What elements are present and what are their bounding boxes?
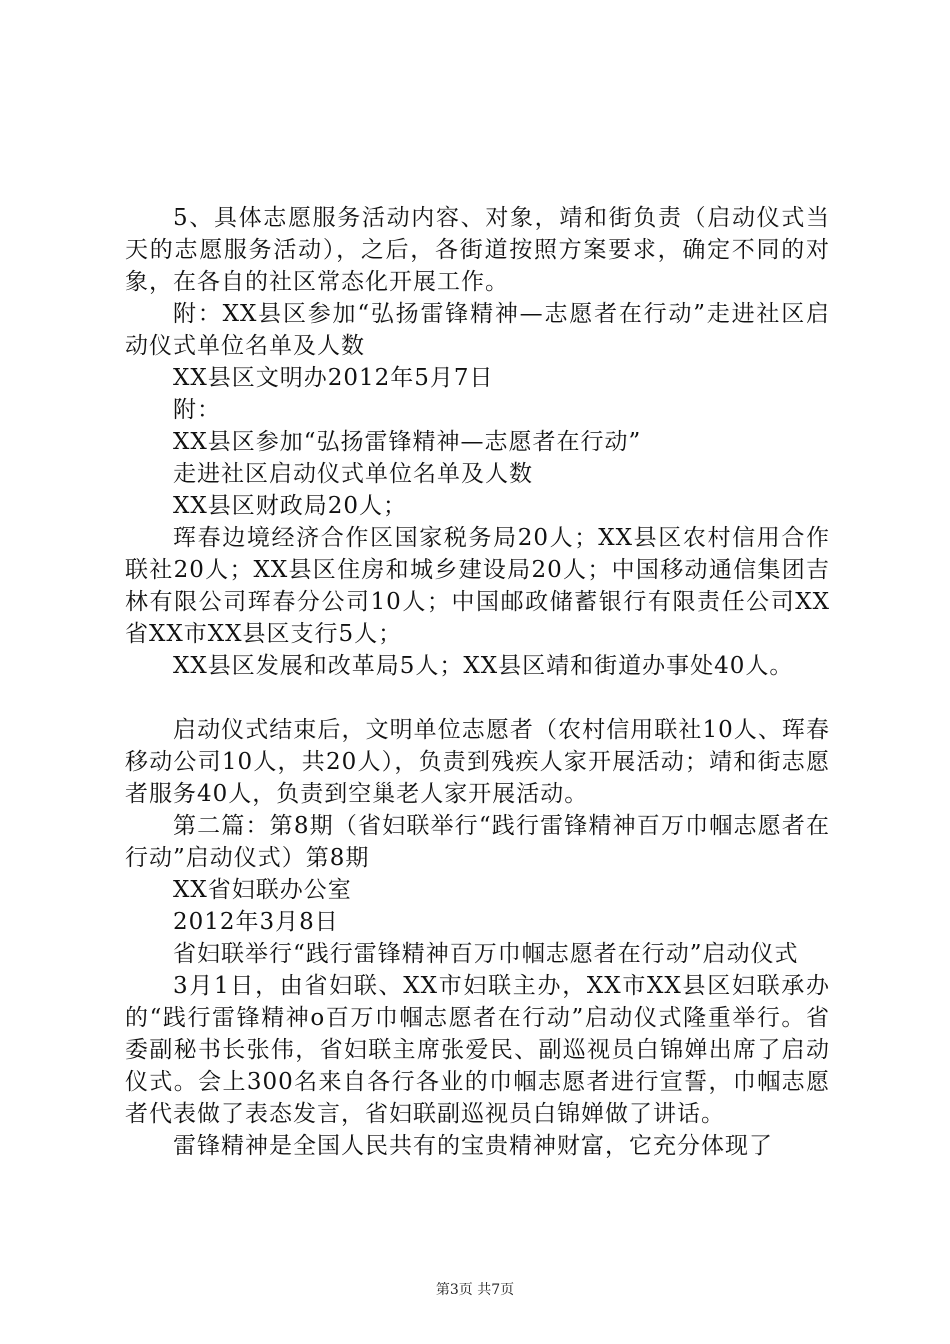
paragraph-headline: 省妇联举行“践行雷锋精神百万巾帼志愿者在行动”启动仪式 [173, 941, 799, 967]
paragraph-finance-bureau: XX县区财政局20人； [173, 493, 408, 519]
paragraph-signature-date: XX县区文明办2012年5月7日 [173, 365, 494, 391]
paragraph-after-ceremony: 启动仪式结束后，文明单位志愿者（农村信用联社10人、珲春移动公司10人，共20人），负责到残疾人家开展活动；靖和街志愿者服务40人，负责到空巢老人家开展活动。 [125, 717, 830, 807]
paragraph-list-title-2: 走进社区启动仪式单位名单及人数 [173, 461, 533, 487]
paragraph-appendix-note: 附：XX县区参加“弘扬雷锋精神—志愿者在行动”走进社区启动仪式单位名单及人数 [125, 301, 830, 359]
page-footer: 第3页 共7页 [435, 1282, 515, 1298]
paragraph-item-5: 5、具体志愿服务活动内容、对象，靖和街负责（启动仪式当天的志愿服务活动），之后，各街道按照方案要求，确定不同的对象，在各自的社区常态化开展工作。 [125, 205, 830, 295]
blank-line [125, 682, 830, 714]
paragraph-list-title-1: XX县区参加“弘扬雷锋精神—志愿者在行动” [173, 429, 642, 455]
paragraph-appendix-label: 附： [173, 397, 221, 423]
paragraph-leifeng-spirit: 雷锋精神是全国人民共有的宝贵精神财富，它充分体现了 [173, 1133, 773, 1159]
document-body [125, 202, 830, 1162]
paragraph-event-report: 3月1日，由省妇联、XX市妇联主办，XX市XX县区妇联承办的“践行雷锋精神o百万巾帼志愿者在行动”启动仪式隆重举行。省委副秘书长张伟，省妇联主席张爱民、副巡视员白锦婵出席了启动仪式。会上300名来自各行各业的巾帼志愿者进行宣誓，巾帼志愿者代表做了表态发言，省妇联副巡视员白锦婵做了讲话。 [125, 973, 830, 1127]
paragraph-date: 2012年3月8日 [173, 909, 339, 935]
paragraph-unit-list-end: XX县区发展和改革局5人；XX县区靖和街道办事处40人。 [173, 653, 794, 679]
paragraph-second-article-title: 第二篇：第8期（省妇联举行“践行雷锋精神百万巾帼志愿者在行动”启动仪式）第8期 [125, 813, 830, 871]
paragraph-office: XX省妇联办公室 [173, 877, 352, 903]
paragraph-unit-list: 珲春边境经济合作区国家税务局20人；XX县区农村信用合作联社20人；XX县区住房和城乡建设局20人；中国移动通信集团吉林有限公司珲春分公司10人；中国邮政储蓄银行有限责任公司XX省XX市XX县区支行5人； [125, 525, 830, 647]
